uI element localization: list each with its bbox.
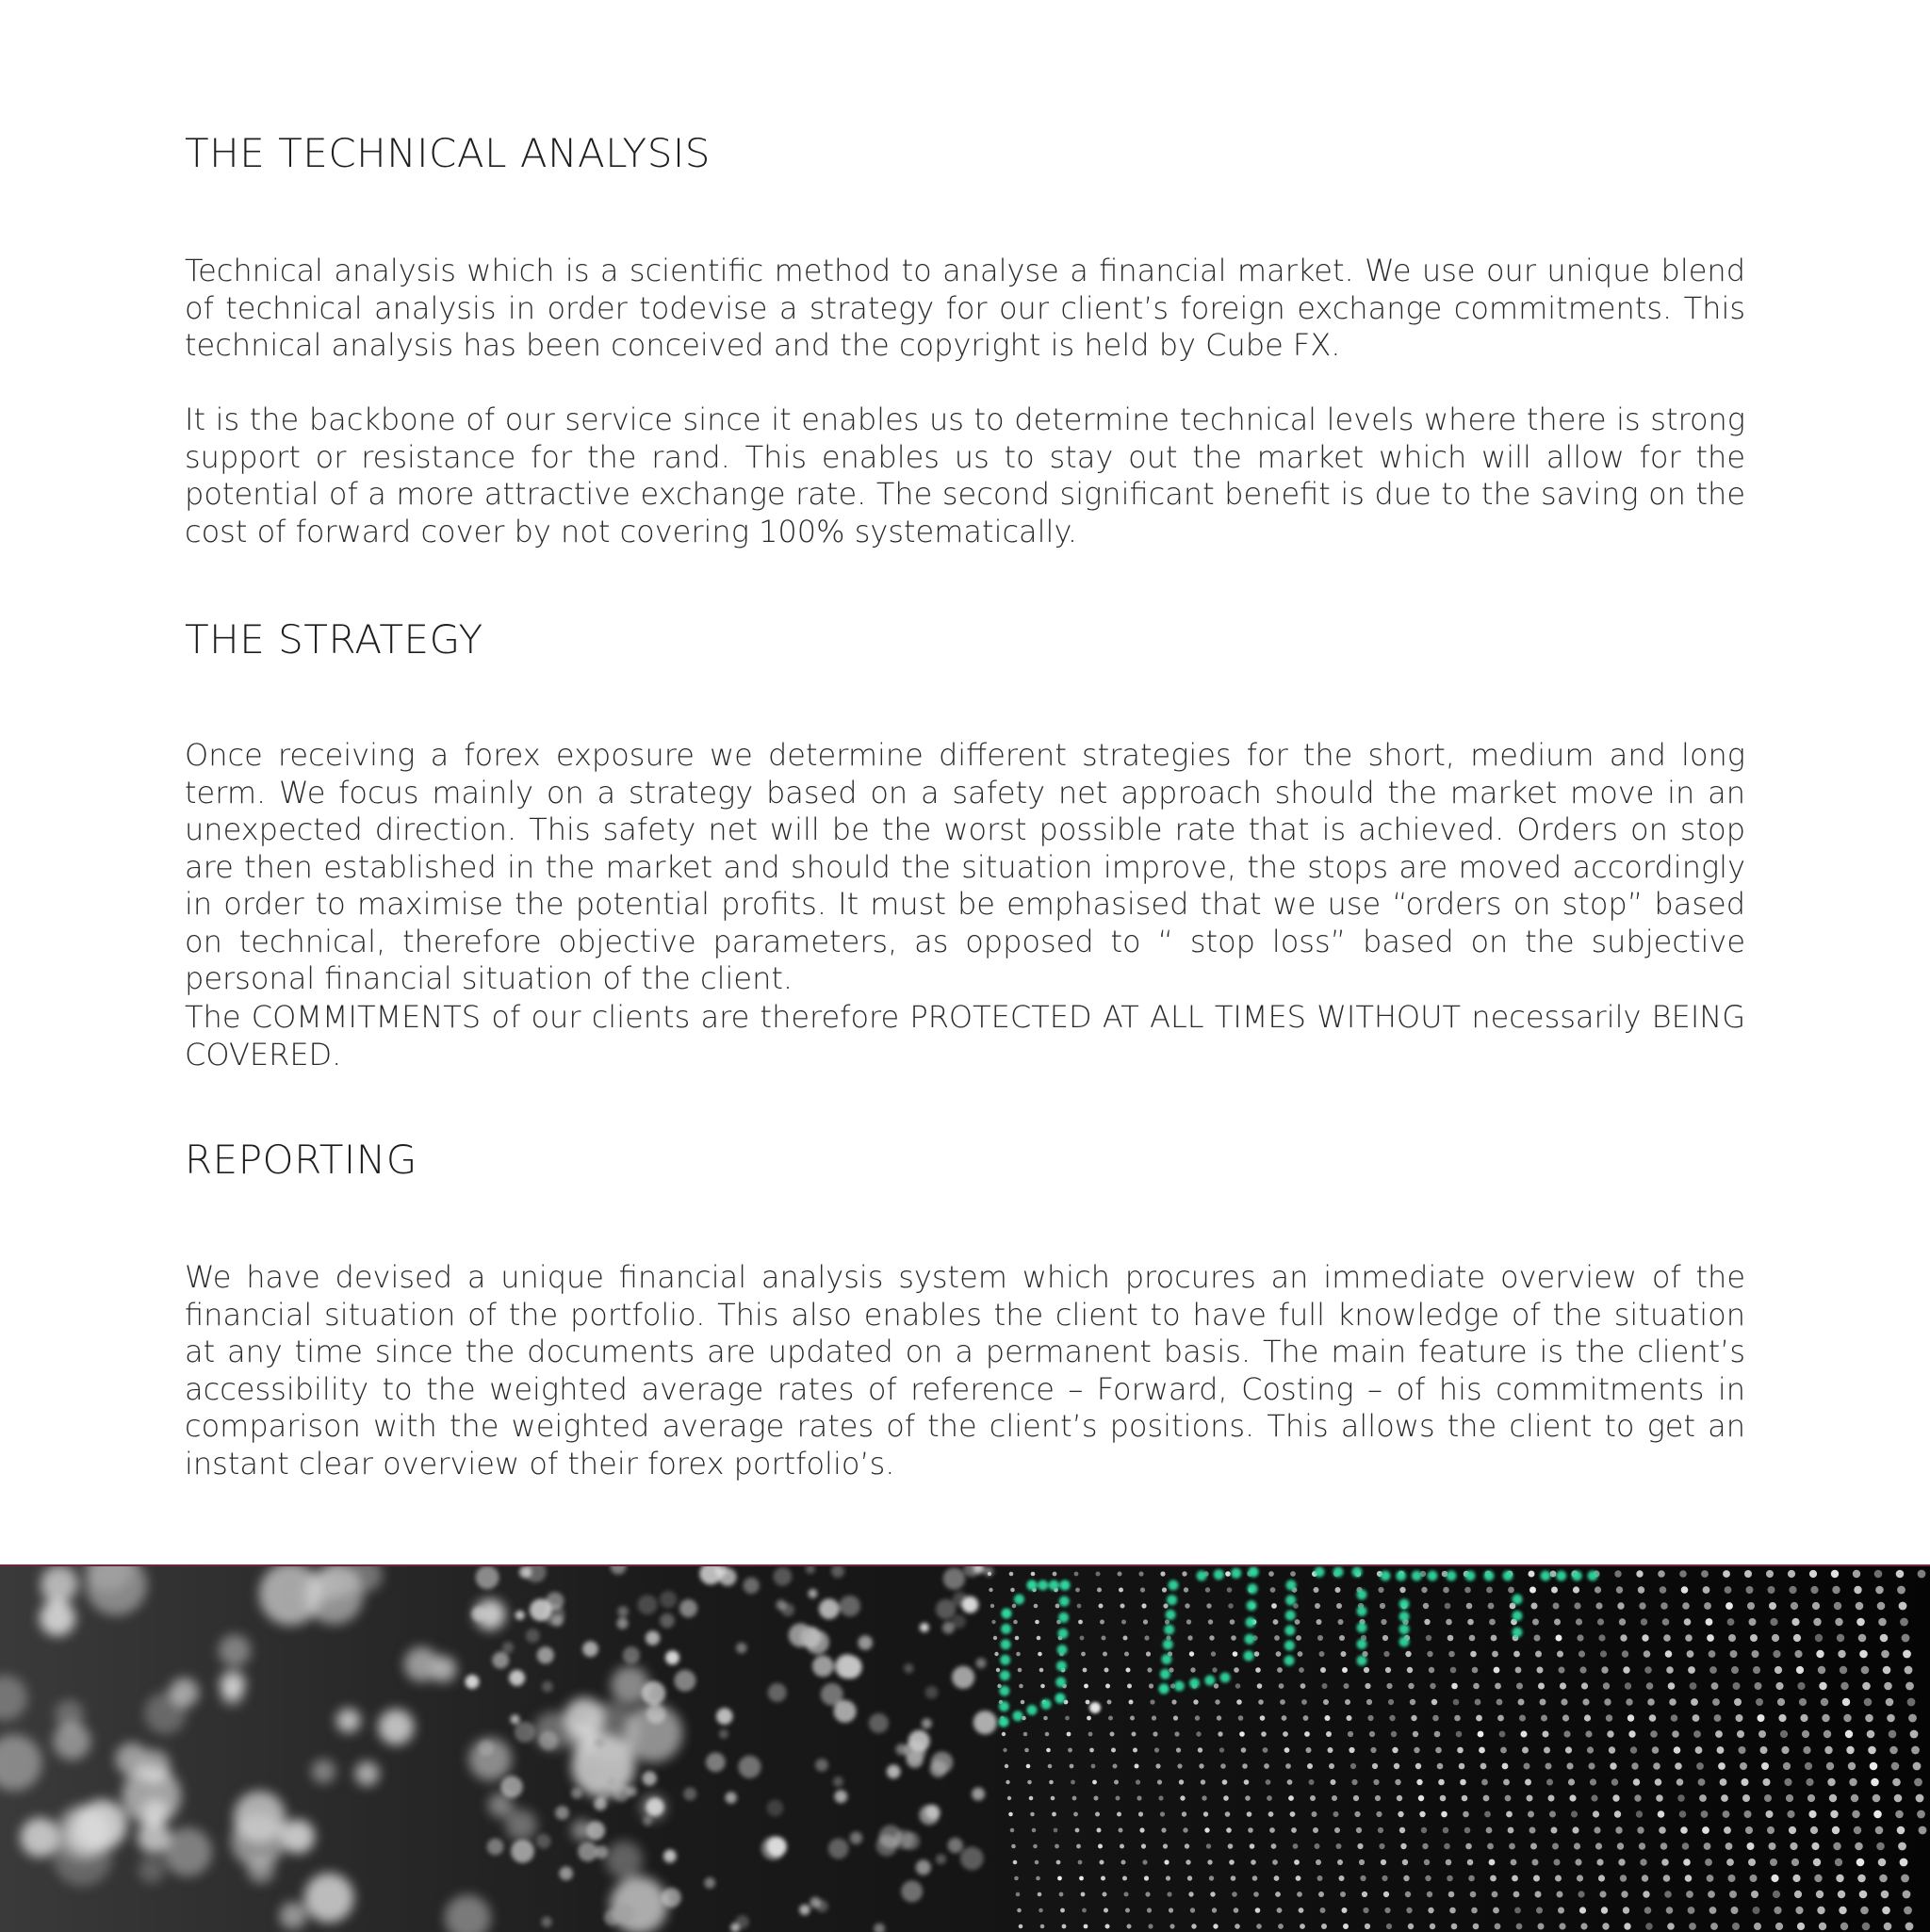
heading-reporting: REPORTING (185, 1137, 417, 1183)
ticker-board-banner-image (0, 1564, 1930, 1932)
heading-strategy: THE STRATEGY (185, 616, 483, 663)
heading-technical-analysis: THE TECHNICAL ANALYSIS (185, 130, 711, 176)
reporting-paragraph-1: We have devised a unique financial analysis system which procures an immediate overview of the financial situation of the portfolio. This also enables the client to have full knowledge of the situation at any time since the documents are updated on a permanent basis. The main feature is the client’s accessibility to the weighted average rates of reference – Forward, Costing – of his commitments in comparison with the weighted average rates of the client’s positions. This allows the client to get an instant clear overview of their forex portfolio’s. (185, 1259, 1745, 1482)
technical-analysis-paragraph-2: It is the backbone of our service since it enables us to determine technical levels where there is strong support or resistance for the rand. This enables us to stay out the market which will allow for the potential of a more attractive exchange rate. The second significant benefit is due to the saving on the cost of forward cover by not covering 100% systematically. (185, 401, 1745, 550)
technical-analysis-paragraph-1: Technical analysis which is a scientific method to analyse a financial market. We use our unique blend of technical analysis in order todevise a strategy for our client’s foreign exchange commitments. This technical analysis has been conceived and the copyright is held by Cube FX. (185, 253, 1745, 365)
strategy-paragraph-2: The COMMITMENTS of our clients are therefore PROTECTED AT ALL TIMES WITHOUT necessarily BEING COVERED. (185, 999, 1745, 1073)
ticker-board-illustration (0, 1566, 1930, 1932)
strategy-paragraph-1: Once receiving a forex exposure we determine different strategies for the short, medium and long term. We focus mainly on a strategy based on a safety net approach should the market move in an unexpected direction. This safety net will be the worst possible rate that is achieved. Orders on stop are then established in the market and should the situation improve, the stops are moved accordingly in order to maximise the potential profits. It must be emphasised that we use “orders on stop” based on technical, therefore objective parameters, as opposed to “ stop loss” based on the subjective personal financial situation of the client. (185, 737, 1745, 998)
